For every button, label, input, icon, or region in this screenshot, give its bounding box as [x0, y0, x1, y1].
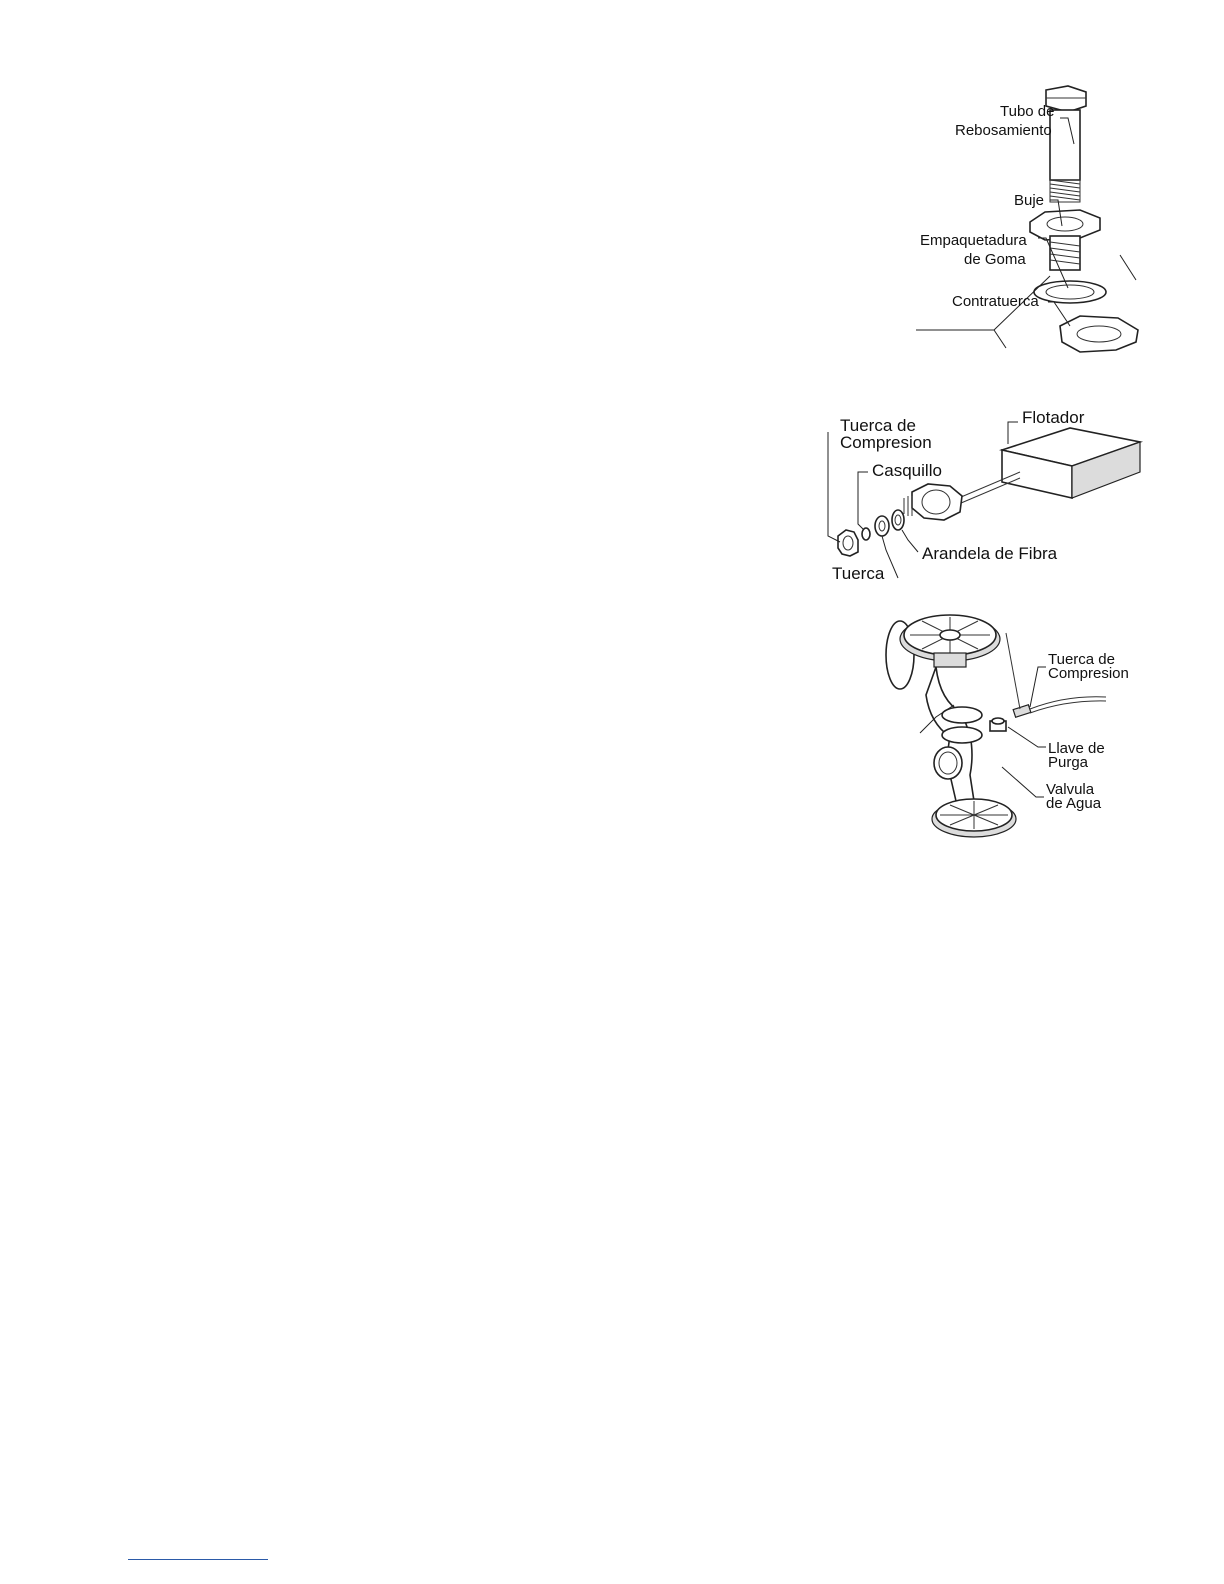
rubber-gasket-drawing	[1034, 281, 1106, 303]
overflow-assembly-diagram	[900, 80, 1160, 370]
label-valve-compression-nut-line1: Tuerca de	[1048, 651, 1115, 668]
float-drawing	[1002, 428, 1140, 498]
label-bleed-valve-line1: Llave de	[1048, 740, 1105, 757]
bleed-valve-drawing	[990, 718, 1006, 731]
label-float: Flotador	[1022, 408, 1085, 427]
label-water-valve-line1: Valvula	[1046, 781, 1095, 798]
label-tube-line2: Rebosamiento	[955, 122, 1052, 139]
fitting-body-drawing	[904, 484, 962, 520]
label-bushing: Buje	[1014, 192, 1045, 209]
label-nut: Tuerca	[832, 564, 885, 583]
valve-body-drawing	[926, 667, 982, 801]
fiber-washer-drawing	[892, 510, 904, 530]
label-tube-line1: Tubo de	[1000, 103, 1055, 120]
label-compression-nut-line2: Compresion	[840, 433, 932, 452]
label-fiber-washer: Arandela de Fibra	[922, 544, 1058, 563]
label-gasket-line2: de Goma	[964, 251, 1026, 268]
locknut-drawing	[1060, 316, 1138, 352]
label-water-valve-line2: de Agua	[1046, 795, 1102, 812]
footnote-separator	[128, 1559, 268, 1560]
label-locknut: Contratuerca	[952, 293, 1039, 310]
float-assembly-diagram	[820, 400, 1160, 590]
label-gasket-line1: Empaquetadura	[920, 232, 1027, 249]
compression-nut-drawing	[838, 530, 858, 556]
label-ferrule: Casquillo	[872, 461, 942, 480]
bushing-drawing	[1030, 210, 1100, 270]
label-compression-nut-line1: Tuerca de	[840, 416, 916, 435]
bottom-handwheel-drawing	[932, 799, 1016, 837]
nut-drawing	[875, 516, 889, 536]
water-valve-diagram	[870, 605, 1140, 850]
label-valve-compression-nut-line2: Compresion	[1048, 665, 1129, 682]
top-handwheel-drawing	[900, 615, 1000, 667]
label-bleed-valve-line2: Purga	[1048, 754, 1089, 771]
